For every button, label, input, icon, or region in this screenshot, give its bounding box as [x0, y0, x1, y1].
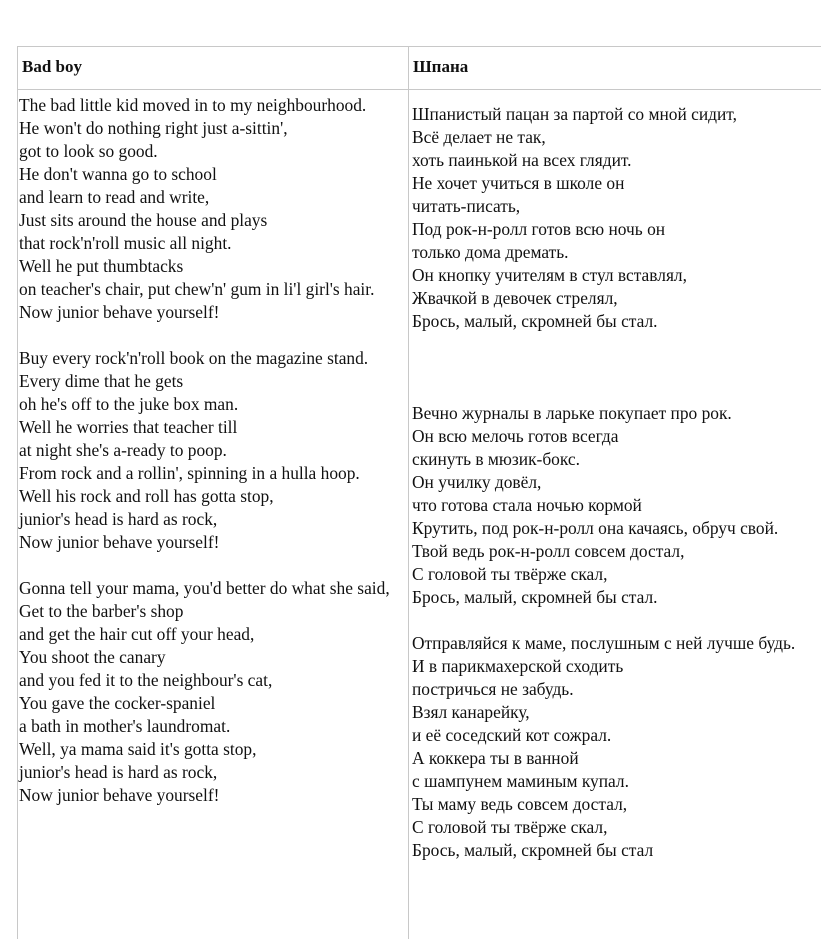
- stanza: [19, 347, 408, 554]
- lyrics-table: [17, 46, 821, 939]
- lyric-line: He won't do nothing right just a-sittin',: [19, 118, 288, 138]
- lyric-line: Now junior behave yourself!: [19, 302, 220, 322]
- lyric-line: Брось, малый, скромней бы стал.: [412, 311, 658, 331]
- lyric-line: хоть паинькой на всех глядит.: [412, 150, 632, 170]
- lyric-line: А коккера ты в ванной: [412, 748, 579, 768]
- stanza: [412, 402, 821, 609]
- lyric-line: Well, ya mama said it's gotta stop,: [19, 739, 257, 759]
- russian-lyrics-cell: [409, 90, 821, 939]
- lyric-line: Gonna tell your mama, you'd better do what she said,: [19, 578, 390, 598]
- lyric-line: a bath in mother's laundromat.: [19, 716, 231, 736]
- lyric-line: Всё делает не так,: [412, 127, 546, 147]
- lyric-line: Now junior behave yourself!: [19, 785, 220, 805]
- lyric-line: Твой ведь рок-н-ролл совсем достал,: [412, 541, 685, 561]
- lyric-line: Шпанистый пацан за партой со мной сидит,: [412, 104, 737, 124]
- lyric-line: Well he worries that teacher till: [19, 417, 238, 437]
- lyric-line: and learn to read and write,: [19, 187, 210, 207]
- lyric-line: Взял канарейку,: [412, 702, 530, 722]
- lyric-line: Он кнопку учителям в стул вставлял,: [412, 265, 687, 285]
- lyric-line: Вечно журналы в ларьке покупает про рок.: [412, 403, 732, 423]
- lyric-line: Под рок-н-ролл готов всю ночь он: [412, 219, 666, 239]
- russian-lyrics: [409, 90, 821, 862]
- lyric-line: С головой ты твёрже скал,: [412, 564, 608, 584]
- stanza: [412, 632, 821, 862]
- lyric-line: From rock and a rollin', spinning in a hulla hoop.: [19, 463, 360, 483]
- lyric-line: oh he's off to the juke box man.: [19, 394, 239, 414]
- lyric-line: junior's head is hard as rock,: [19, 762, 218, 782]
- stanza: [19, 577, 408, 807]
- lyrics-row: [18, 90, 821, 939]
- lyric-line: Не хочет учиться в школе он: [412, 173, 625, 193]
- header-row: [18, 47, 821, 90]
- lyric-line: С головой ты твёрже скал,: [412, 817, 608, 837]
- header-shpana: Шпана: [413, 57, 469, 76]
- english-lyrics-cell: [18, 90, 409, 939]
- lyric-line: Брось, малый, скромней бы стал.: [412, 587, 658, 607]
- header-cell-right: [409, 47, 821, 90]
- lyric-line: at night she's a-ready to poop.: [19, 440, 227, 460]
- lyric-line: Buy every rock'n'roll book on the magazine stand.: [19, 348, 369, 368]
- header-bad-boy: Bad boy: [22, 57, 82, 76]
- lyric-line: Get to the barber's shop: [19, 601, 184, 621]
- lyric-line: Брось, малый, скромней бы стал: [412, 840, 654, 860]
- lyric-line: on teacher's chair, put chew'n' gum in li'l girl's hair.: [19, 279, 375, 299]
- lyric-line: You gave the cocker-spaniel: [19, 693, 216, 713]
- lyric-line: Он всю мелочь готов всегда: [412, 426, 619, 446]
- lyric-line: junior's head is hard as rock,: [19, 509, 218, 529]
- lyric-line: Well he put thumbtacks: [19, 256, 184, 276]
- lyric-line: and get the hair cut off your head,: [19, 624, 255, 644]
- stanza: [19, 94, 408, 324]
- lyric-line: постричься не забудь.: [412, 679, 574, 699]
- lyric-line: Just sits around the house and plays: [19, 210, 268, 230]
- english-lyrics: [18, 90, 408, 807]
- lyric-line: и её соседский кот сожрал.: [412, 725, 612, 745]
- lyric-line: скинуть в мюзик-бокс.: [412, 449, 580, 469]
- lyric-line: только дома дремать.: [412, 242, 569, 262]
- lyric-line: got to look so good.: [19, 141, 158, 161]
- lyric-line: с шампунем маминым купал.: [412, 771, 629, 791]
- lyric-line: The bad little kid moved in to my neighbourhood.: [19, 95, 367, 115]
- lyric-line: Every dime that he gets: [19, 371, 184, 391]
- lyric-line: that rock'n'roll music all night.: [19, 233, 232, 253]
- lyric-line: Ты маму ведь совсем достал,: [412, 794, 628, 814]
- lyric-line: что готова стала ночью кормой: [412, 495, 642, 515]
- lyric-line: Он училку довёл,: [412, 472, 542, 492]
- lyric-line: You shoot the canary: [19, 647, 166, 667]
- lyric-line: Жвачкой в девочек стрелял,: [412, 288, 618, 308]
- lyric-line: Now junior behave yourself!: [19, 532, 220, 552]
- lyric-line: Well his rock and roll has gotta stop,: [19, 486, 274, 506]
- lyric-line: Крутить, под рок-н-ролл она качаясь, обруч свой.: [412, 518, 779, 538]
- lyric-line: He don't wanna go to school: [19, 164, 217, 184]
- header-cell-left: [18, 47, 409, 90]
- lyric-line: И в парикмахерской сходить: [412, 656, 624, 676]
- lyric-line: and you fed it to the neighbour's cat,: [19, 670, 273, 690]
- lyric-line: читать-писать,: [412, 196, 521, 216]
- stanza: [412, 103, 821, 333]
- lyric-line: Отправляйся к маме, послушным с ней лучше будь.: [412, 633, 796, 653]
